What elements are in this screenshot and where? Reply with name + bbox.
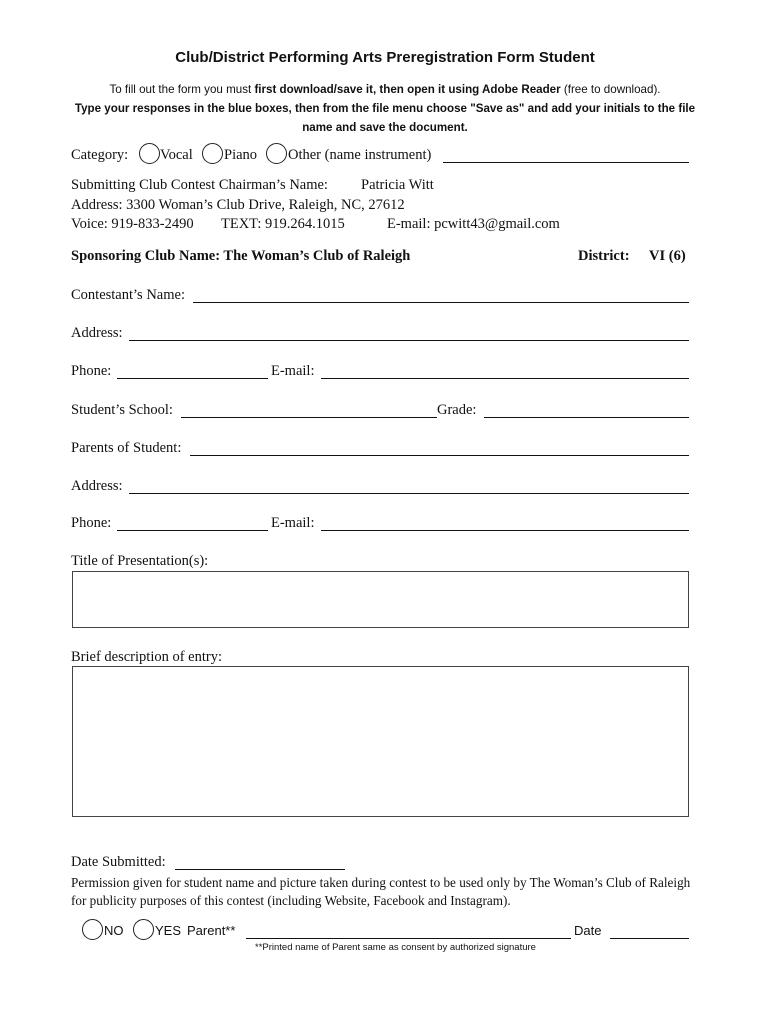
description-box[interactable] (72, 666, 689, 817)
sponsor-club: Sponsoring Club Name: The Woman’s Club of Raleigh (71, 248, 411, 264)
contestant-name-label: Contestant’s Name: (71, 287, 185, 303)
chairman-voice: Voice: 919-833-2490 (71, 216, 194, 232)
chairman-address: Address: 3300 Woman’s Club Drive, Raleigh, NC, 27612 (71, 197, 405, 213)
other-label: Other (name instrument) (288, 147, 432, 163)
chairman-text: TEXT: 919.264.1015 (221, 216, 345, 232)
date-submitted-label: Date Submitted: (71, 854, 166, 870)
district-value: VI (6) (649, 248, 686, 264)
vocal-radio[interactable] (139, 143, 160, 164)
date-submitted-field[interactable] (175, 869, 345, 870)
school-field[interactable] (181, 417, 437, 418)
chairman-label: Submitting Club Contest Chairman’s Name: (71, 177, 328, 193)
address-field[interactable] (129, 340, 689, 341)
parent-email-label: E-mail: (271, 515, 315, 531)
parent-address-field[interactable] (129, 493, 689, 494)
instructions-part-1: To fill out the form you must (109, 83, 255, 96)
consent-date-label: Date (574, 923, 602, 938)
other-radio[interactable] (266, 143, 287, 164)
email-label: E-mail: (271, 363, 315, 379)
chairman-name: Patricia Witt (361, 177, 434, 193)
chairman-email: E-mail: pcwitt43@gmail.com (387, 216, 560, 232)
parent-name-field[interactable] (246, 938, 571, 939)
phone-field[interactable] (117, 378, 268, 379)
grade-label: Grade: (437, 402, 477, 418)
instructions-part-2: first download/save it, then open it using Adobe Reader (254, 83, 561, 96)
instructions-part-4: Type your responses in the blue boxes, then from the file menu choose "Save as" and add your initials to the file name and save the document. (74, 102, 696, 134)
parent-phone-field[interactable] (117, 530, 268, 531)
parent-address-label: Address: (71, 478, 123, 494)
description-label: Brief description of entry: (71, 649, 222, 665)
consent-no-radio[interactable] (82, 919, 103, 940)
parent-phone-label: Phone: (71, 515, 112, 531)
parent-signature-note: **Printed name of Parent same as consent by authorized signature (255, 942, 536, 953)
contestant-name-field[interactable] (193, 302, 689, 303)
parents-label: Parents of Student: (71, 440, 182, 456)
phone-label: Phone: (71, 363, 112, 379)
instructions (60, 80, 710, 137)
permission-statement: Permission given for student name and picture taken during contest to be used only by The Woman’s Club of Raleigh for publicity purposes of this contest (including Website, Facebook and Instagram). (71, 875, 691, 908)
category-label: Category: (71, 147, 129, 163)
consent-no-label: NO (104, 923, 124, 938)
form-title: Club/District Performing Arts Preregistration Form Student (175, 49, 595, 66)
instructions-part-3: (free to download). (560, 83, 661, 96)
presentation-title-label: Title of Presentation(s): (71, 553, 209, 569)
parents-field[interactable] (190, 455, 689, 456)
school-label: Student’s School: (71, 402, 173, 418)
presentation-title-box[interactable] (72, 571, 689, 628)
district-label: District: (578, 248, 630, 264)
parent-email-field[interactable] (321, 530, 689, 531)
piano-label: Piano (224, 147, 258, 163)
grade-field[interactable] (484, 417, 689, 418)
email-field[interactable] (321, 378, 689, 379)
vocal-label: Vocal (160, 147, 193, 163)
consent-yes-radio[interactable] (133, 919, 154, 940)
piano-radio[interactable] (202, 143, 223, 164)
consent-yes-label: YES (155, 923, 182, 938)
other-instrument-field[interactable] (443, 162, 689, 163)
consent-date-field[interactable] (610, 938, 689, 939)
parent-label: Parent** (187, 923, 236, 938)
address-label: Address: (71, 325, 123, 341)
